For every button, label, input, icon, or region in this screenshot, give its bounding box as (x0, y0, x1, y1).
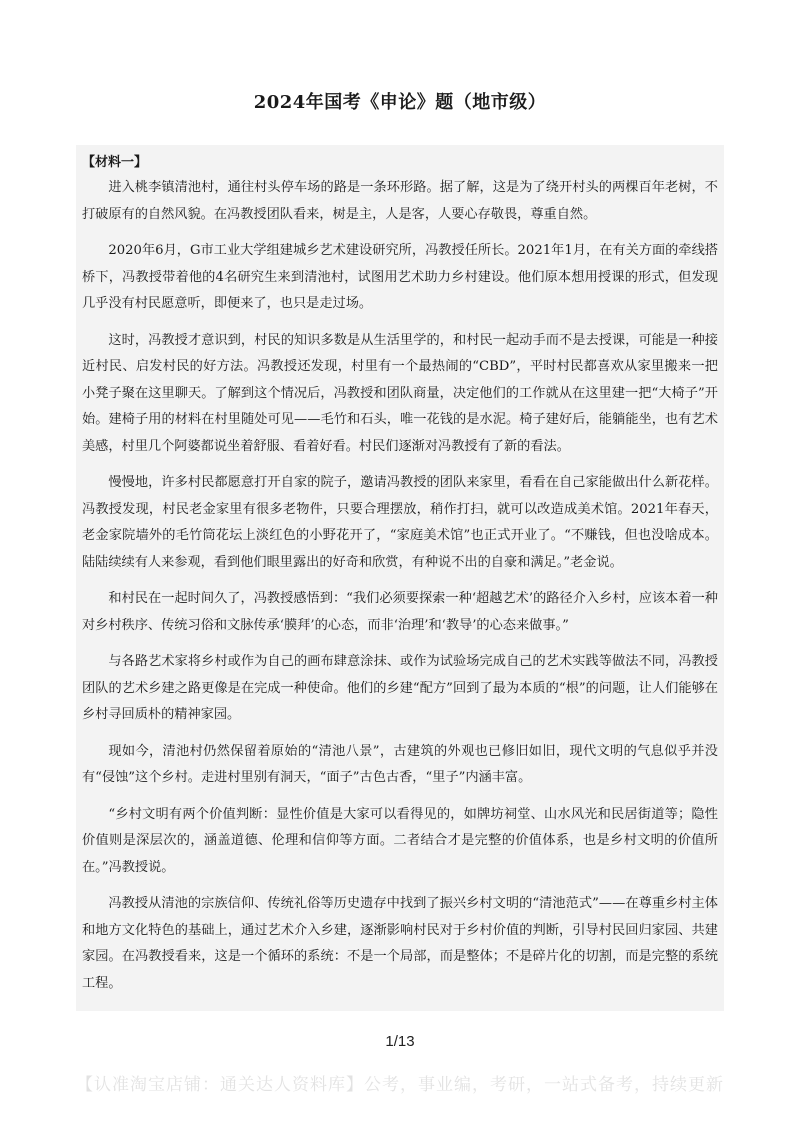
paragraph: 与各路艺术家将乡村或作为自己的画布肆意涂抹、或作为试验场完成自己的艺术实践等做法不同，冯教授团队的艺术乡建之路更像是在完成一种使命。他们的乡建“配方”回到了最为本质的“根”的问题，让人们能够在乡村寻回质朴的精神家园。 (82, 654, 718, 722)
paragraph: “乡村文明有两个价值判断：显性价值是大家可以看得见的，如牌坊祠堂、山水风光和民居街道等；隐性价值则是深层次的，涵盖道德、伦理和信仰等方面。二者结合才是完整的价值体系，也是乡村文明的价值所在。”冯教授说。 (82, 806, 718, 875)
page-number: 1/13 (385, 1033, 415, 1050)
material-block (76, 145, 724, 1011)
document-title: 2024年国考《申论》题（地市级） (253, 92, 547, 113)
paragraph: 现如今，清池村仍然保留着原始的“清池八景”，古建筑的外观也已修旧如旧，现代文明的气息似乎并没有“侵蚀”这个乡村。走进村里别有洞天，“面子”古色古香，“里子”内涵丰富。 (82, 743, 718, 785)
material-heading: 【材料一】 (82, 155, 148, 170)
paragraph: 冯教授从清池的宗族信仰、传统礼俗等历史遗存中找到了振兴乡村文明的“清池范式”——在尊重乡村主体和地方文化特色的基础上，通过艺术介入乡建，逐渐影响村民对于乡村价值的判断，引导村民回归家园、共建家园。在冯教授看来，这是一个循环的系统：不是一个局部，而是整体；不是碎片化的切割，而是完整的系统工程。 (82, 896, 718, 991)
paragraph: 慢慢地，许多村民都愿意打开自家的院子，邀请冯教授的团队来家里，看看在自己家能做出什么新花样。冯教授发现，村民老金家里有很多老物件，只要合理摆放，稍作打扫，就可以改造成美术馆。2021年春天，老金家院墙外的毛竹筒花坛上淡红色的小野花开了，“家庭美术馆”也正式开业了。“不赚钱，但也没啥成本。陆陆续续有人来参观，看到他们眼里露出的好奇和欣赏，有种说不出的自豪和满足。”老金说。 (82, 475, 718, 570)
paragraph: 进入桃李镇清池村，通往村头停车场的路是一条环形路。据了解，这是为了绕开村头的两棵百年老树，不打破原有的自然风貌。在冯教授团队看来，树是主，人是客，人要心存敬畏，尊重自然。 (82, 180, 718, 222)
paragraph: 2020年6月，G市工业大学组建城乡艺术建设研究所，冯教授任所长。2021年1月，在有关方面的牵线搭桥下，冯教授带着他的4名研究生来到清池村，试图用艺术助力乡村建设。他们原本想用授课的形式，但发现几乎没有村民愿意听，即便来了，也只是走过场。 (82, 243, 718, 311)
paragraph: 这时，冯教授才意识到，村民的知识多数是从生活里学的，和村民一起动手而不是去授课，可能是一种接近村民、启发村民的好方法。冯教授还发现，村里有一个最热闹的“CBD”，平时村民都喜欢从家里搬来一把小凳子聚在这里聊天。了解到这个情况后，冯教授和团队商量，决定他们的工作就从在这里建一把“大椅子”开始。建椅子用的材料在村里随处可见——毛竹和石头，唯一花钱的是水泥。椅子建好后，能躺能坐，也有艺术美感，村里几个阿婆都说坐着舒服、看着好看。村民们逐渐对冯教授有了新的看法。 (82, 332, 718, 454)
watermark-text: 【认准淘宝店铺：通关达人资料库】公考，事业编，考研，一站式备考，持续更新 (76, 1075, 724, 1095)
paragraph: 和村民在一起时间久了，冯教授感悟到：“我们必须要探索一种‘超越艺术’的路径介入乡村，应该本着一种对乡村秩序、传统习俗和文脉传承‘膜拜’的心态，而非‘治理’和‘教导’的心态来做事。” (82, 591, 718, 633)
